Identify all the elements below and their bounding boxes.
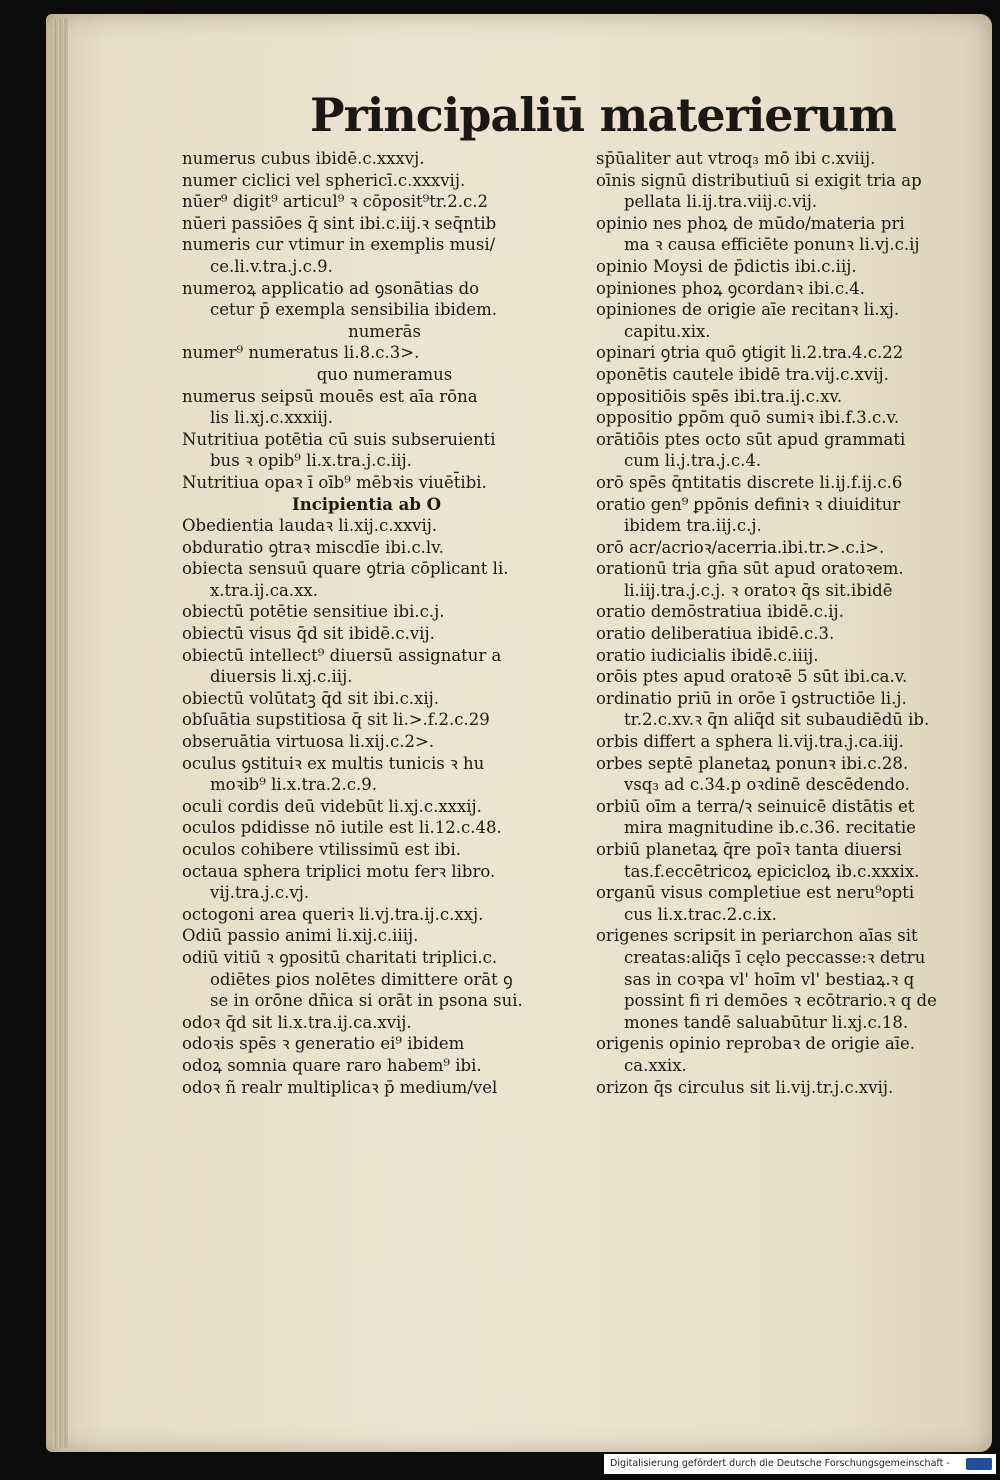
index-entry: odoꝛ ñ realr multiplicaꝛ p̄ medium/vel — [182, 1077, 498, 1097]
index-entry: possint fi ri demōes ꝛ ecōtrario.ꝛ q de — [624, 991, 937, 1011]
index-entry: ca.xxix. — [624, 1055, 687, 1075]
index-entry: orbiū planetaꝝ q̄re poīꝛ tanta diuersi — [596, 840, 902, 859]
index-entry: Nutritiua potētia cū suis subseruienti — [182, 429, 496, 449]
index-entry: oculus ꝯstituiꝛ ex multis tunicis ꝛ hu — [182, 753, 485, 773]
index-entry: opiniones de origie aīe recitanꝛ li.xj. — [596, 300, 900, 320]
index-entry: vsq₃ ad c.34.p oꝛdinē descēdendo. — [624, 775, 910, 795]
index-entry: creatas:aliq̄s ī cęlo peccasse:ꝛ detru — [624, 947, 926, 967]
index-entry: oīnis signū distributiuū si exigit tria ap — [596, 170, 922, 190]
dfg-logo-icon — [966, 1458, 992, 1470]
index-entry: se in orōne dn̄ica si orāt in psona sui. — [210, 991, 523, 1011]
index-entry: pellata li.ij.tra.viij.c.vij. — [624, 192, 818, 212]
footer-credit — [604, 1454, 996, 1474]
index-entry: mones tandē saluabūtur li.xj.c.18. — [624, 1012, 909, 1032]
index-entry: obduratio ꝯtraꝛ miscdīe ibi.c.lv. — [182, 537, 444, 557]
index-entry: tr.2.c.xv.ꝛ q̄n aliq̄d sit subaudiēdū ib. — [624, 710, 930, 730]
index-entry: tas.f.eccētricoꝝ epicicloꝝ ib.c.xxxix. — [624, 861, 920, 881]
index-entry: numerās — [348, 321, 421, 341]
index-entry: quo numeramus — [316, 364, 453, 384]
index-entry: orbes septē planetaꝝ ponunꝛ ibi.c.28. — [596, 753, 909, 773]
index-entry: li.iij.tra.j.c.j. ꝛ oratoꝛ q̄s sit.ibidē — [624, 580, 893, 600]
index-entry: origenis opinio reprobaꝛ de origie aīe. — [596, 1034, 916, 1054]
index-entry: octogoni area queriꝛ li.vj.tra.ij.c.xxj. — [182, 904, 484, 924]
index-entry: odoꝝ somnia quare raro habem⁹ ibi. — [182, 1055, 482, 1075]
index-entry: sp̄ūaliter aut vtroq₃ mō ibi c.xviij. — [596, 149, 876, 168]
index-column-right — [596, 148, 964, 1098]
index-entry: oculos pdidisse nō iutile est li.12.c.48. — [182, 818, 502, 838]
index-entry: vij.tra.j.c.vj. — [210, 883, 310, 903]
index-entry: orō acr/acrioꝛ/acerria.ibi.tr.>.c.i>. — [596, 537, 885, 557]
index-entry: oppositiōis spēs ibi.tra.ij.c.xv. — [596, 386, 843, 406]
index-entry: nūer⁹ digit⁹ articul⁹ ꝛ cōposit⁹tr.2.c.2 — [182, 192, 488, 212]
index-entry: Odiū passio animi li.xij.c.iiij. — [182, 926, 419, 946]
index-entry: octaua sphera triplici motu ferꝛ libro. — [182, 861, 496, 881]
index-entry: oppositio ꝑpōm quō sumiꝛ ibi.f.3.c.v. — [596, 408, 900, 428]
index-entry: Incipientia ab O — [292, 494, 441, 514]
index-entry: x.tra.ij.ca.xx. — [210, 580, 318, 600]
index-entry: cus li.x.trac.2.c.ix. — [624, 904, 777, 924]
index-entry: lis li.xj.c.xxxiij. — [210, 408, 334, 428]
index-entry: origenes scripsit in periarchon aīas sit — [596, 926, 918, 946]
index-entry: ibidem tra.iij.c.j. — [624, 516, 762, 536]
index-entry: moꝛib⁹ li.x.tra.2.c.9. — [210, 775, 378, 795]
index-entry: obiectū potētie sensitiue ibi.c.j. — [182, 602, 445, 622]
index-entry: numer ciclici vel sphericī.c.xxxvij. — [182, 170, 466, 190]
index-entry: orātiōis ptes octo sūt apud grammati — [596, 429, 906, 449]
index-entry: orizon q̄s circulus sit li.vij.tr.j.c.xvij. — [596, 1077, 894, 1097]
index-entry: obiectū volūtatꝫ q̄d sit ibi.c.xij. — [182, 688, 439, 708]
index-entry: opinari ꝯtria quō ꝯtigit li.2.tra.4.c.22 — [596, 343, 904, 363]
index-entry: obiectū visus q̄d sit ibidē.c.vij. — [182, 624, 435, 644]
footer-text: Digitalisierung gefördert durch die Deutsche Forschungsgemeinschaft - — [610, 1458, 950, 1469]
index-entry: orationū tria gn̄a sūt apud oratoꝛem. — [596, 559, 904, 579]
index-entry: opinio Moysi de p̄dictis ibi.c.iij. — [596, 256, 857, 276]
index-entry: odiū vitiū ꝛ ꝯpositū charitati triplici.c. — [182, 947, 498, 967]
index-entry: diuersis li.xj.c.iij. — [210, 667, 353, 687]
index-entry: numerus seipsū mouēs est aīa rōna — [182, 386, 478, 406]
index-entry: cetur p̄ exempla sensibilia ibidem. — [210, 300, 498, 320]
index-entry: obseruātia virtuosa li.xij.c.2>. — [182, 732, 435, 752]
index-entry: opinio nes phoꝝ de mūdo/materia pri — [596, 213, 905, 233]
index-entry: capitu.xix. — [624, 321, 711, 341]
index-entry: ce.li.v.tra.j.c.9. — [210, 256, 333, 276]
index-entry: numeroꝝ applicatio ad ꝯsonātias do — [182, 278, 480, 298]
index-entry: odiētes ꝑios nolētes dimittere orāt ꝯ — [210, 969, 513, 989]
index-entry: bus ꝛ opib⁹ li.x.tra.j.c.iij. — [210, 451, 412, 471]
index-entry: numer⁹ numeratus li.8.c.3>. — [182, 343, 420, 363]
index-entry: oratio gen⁹ ꝑpōnis definiꝛ ꝛ diuiditur — [596, 494, 901, 514]
index-entry: nūeri passiōes q̄ sint ibi.c.iij.ꝛ seq̄ntib — [182, 213, 497, 233]
index-entry: orbiū oīm a terra/ꝛ seinuicē distātis et — [596, 796, 915, 816]
index-entry: orōis ptes apud oratoꝛē 5 sūt ibi.ca.v. — [596, 667, 908, 687]
index-column-left — [182, 148, 587, 1098]
index-entry: sas in coꝛpa vl' hoīm vl' bestiaꝝ.ꝛ q — [624, 969, 915, 989]
index-entry: oponētis cautele ibidē tra.vij.c.xvij. — [596, 364, 889, 384]
index-entry: ma ꝛ causa efficiēte ponunꝛ li.vj.c.ij — [624, 235, 920, 255]
index-entry: odoꝛis spēs ꝛ generatio ei⁹ ibidem — [182, 1034, 465, 1054]
index-entry: mira magnitudine ib.c.36. recitatie — [624, 818, 916, 838]
index-entry: oratio iudicialis ibidē.c.iiij. — [596, 645, 819, 665]
index-entry: orō spēs q̄ntitatis discrete li.ij.f.ij.c.6 — [596, 472, 903, 492]
index-entry: orbis differt a sphera li.vij.tra.j.ca.iij. — [596, 732, 904, 752]
index-entry: ordinatio priū in orōe ī ꝯstructiōe li.j. — [596, 688, 907, 708]
index-entry: obiecta sensuū quare ꝯtria cōplicant li. — [182, 559, 509, 579]
index-entry: odoꝛ q̄d sit li.x.tra.ij.ca.xvij. — [182, 1012, 412, 1032]
index-entry: opiniones phoꝝ ꝯcordanꝛ ibi.c.4. — [596, 278, 866, 298]
index-entry: cum li.j.tra.j.c.4. — [624, 451, 762, 471]
index-entry: obiectū intellect⁹ diuersū assignatur a — [182, 645, 502, 665]
index-entry: Obedientia laudaꝛ li.xij.c.xxvij. — [182, 516, 438, 536]
index-entry: Nutritiua opaꝛ ī oīb⁹ mēbꝛis viuēt̄ibi. — [182, 472, 487, 492]
index-entry: numeris cur vtimur in exemplis musi/ — [182, 235, 496, 255]
index-entry: obſuātia supstitiosa q̄ sit li.>.f.2.c.29 — [182, 710, 490, 730]
index-entry: organū visus completiue est neru⁹opti — [596, 883, 915, 903]
index-entry: oculos cohibere vtilissimū est ibi. — [182, 840, 462, 859]
page-title: Principaliū materierum — [310, 88, 896, 142]
page-edge — [52, 18, 68, 1448]
index-entry: oratio deliberatiua ibidē.c.3. — [596, 624, 835, 644]
index-entry: numerus cubus ibidē.c.xxxvj. — [182, 149, 425, 168]
index-entry: oratio demōstratiua ibidē.c.ij. — [596, 602, 844, 622]
index-entry: oculi cordis deū videbūt li.xj.c.xxxij. — [182, 796, 482, 816]
